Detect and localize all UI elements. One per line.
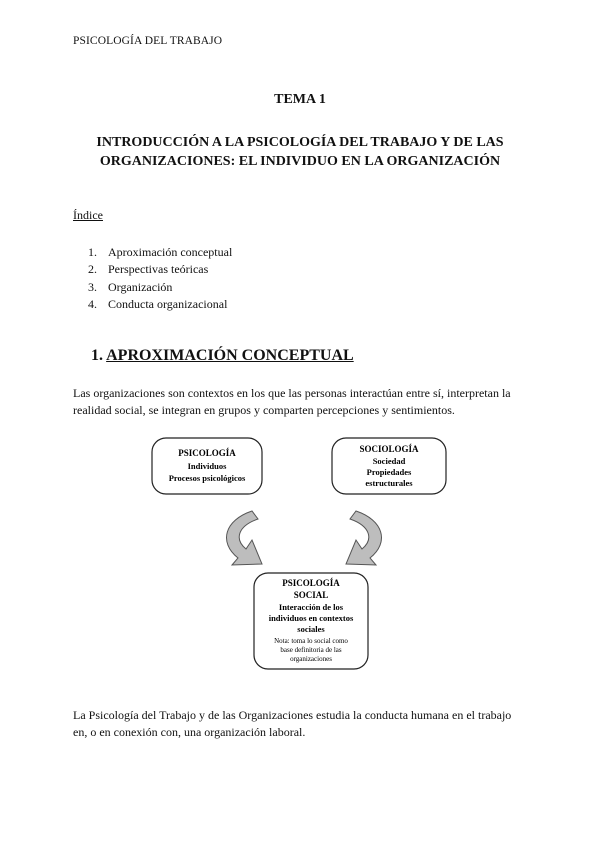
- psicologia-social-note3: organizaciones: [290, 655, 332, 663]
- document-title-line1: INTRODUCCIÓN A LA PSICOLOGÍA DEL TRABAJO Y DE LAS: [96, 135, 504, 150]
- psicologia-line2: Procesos psicológicos: [168, 473, 246, 483]
- psicologia-social-line3: sociales: [297, 624, 325, 634]
- intro-paragraph: Las organizaciones son contextos en los que las personas interactúan entre sí, interpretan la realidad social, se integran en grupos y comparten percepciones y sentimientos.: [73, 386, 511, 417]
- psicologia-social-title1: PSICOLOGÍA: [282, 578, 340, 588]
- right-curved-arrow: [346, 511, 381, 565]
- psicologia-social-title2: SOCIAL: [293, 590, 329, 600]
- running-header: PSICOLOGÍA DEL TRABAJO: [73, 35, 223, 47]
- psicologia-title: PSICOLOGÍA: [178, 448, 236, 458]
- section-title: APROXIMACIÓN CONCEPTUAL: [106, 347, 354, 364]
- index-item: 2. Perspectivas teóricas: [88, 262, 209, 277]
- index-heading: Índice: [73, 208, 103, 222]
- psicologia-line1: Individuos: [187, 461, 227, 471]
- tema-heading: TEMA 1: [274, 92, 326, 107]
- sociologia-line3: estructurales: [365, 478, 413, 488]
- index-item: 4. Conducta organizacional: [88, 296, 228, 311]
- left-curved-arrow: [227, 511, 262, 565]
- index-item: 1. Aproximación conceptual: [88, 245, 233, 259]
- psicologia-social-note1: Nota: toma lo social como: [274, 637, 348, 645]
- sociologia-line1: Sociedad: [372, 456, 406, 466]
- index-item: 3. Organización: [88, 279, 173, 294]
- sociologia-line2: Propiedades: [366, 467, 412, 477]
- psicologia-social-line1: Interacción de los: [278, 602, 344, 612]
- section-number: 1.: [91, 347, 103, 364]
- sociologia-title: SOCIOLOGÍA: [359, 444, 419, 454]
- closing-paragraph: La Psicología del Trabajo y de las Organizaciones estudia la conducta humana en el trabajo en, o en conexión con, una organización laboral.: [73, 708, 512, 739]
- document-title-line2: ORGANIZACIONES: EL INDIVIDUO EN LA ORGANIZACIÓN: [99, 154, 501, 169]
- psicologia-social-note2: base definitoria de las: [280, 646, 342, 654]
- psicologia-social-line2: individuos en contextos: [268, 613, 354, 623]
